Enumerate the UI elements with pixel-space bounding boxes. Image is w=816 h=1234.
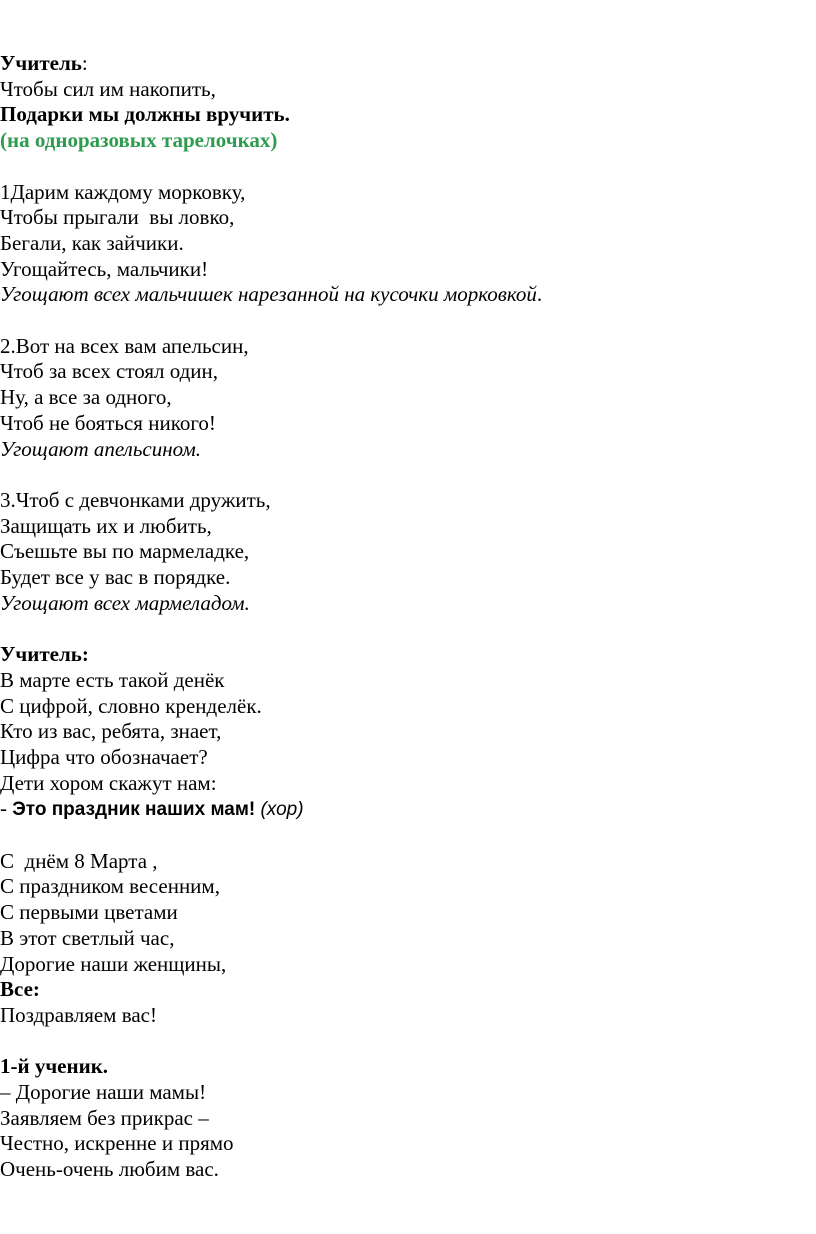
verse-line: Дети хором скажут нам: — [0, 770, 217, 795]
paragraph-gap — [0, 616, 816, 642]
stage-note: (на одноразовых тарелочках) — [0, 128, 278, 153]
verse-line: 3.Чтоб с девчонками дружить, — [0, 487, 271, 512]
verse-line: В этот светлый час, — [0, 925, 175, 950]
verse-line: – Дорогие наши мамы! — [0, 1080, 207, 1105]
chorus-dash: - — [0, 796, 13, 821]
verse-line-bold: Подарки мы должны вручить. — [0, 102, 290, 127]
verse-line: С днём 8 Марта , — [0, 848, 158, 873]
verse-line: Кто из вас, ребята, знает, — [0, 719, 222, 744]
speaker-name: Все: — [0, 977, 40, 1002]
speaker-name: 1-й ученик. — [0, 1054, 109, 1079]
chorus-text: Это праздник наших мам! — [12, 799, 256, 821]
speaker-name: Учитель — [0, 51, 82, 75]
verse-line: Дорогие наши женщины, — [0, 951, 227, 976]
verse-line: С цифрой, словно кренделёк. — [0, 693, 262, 718]
verse-line: Чтобы сил им накопить, — [0, 76, 216, 101]
verse-line: Чтобы прыгали вы ловко, — [0, 205, 235, 230]
paragraph-gap — [0, 154, 816, 180]
speaker-name: Учитель: — [0, 642, 89, 667]
verse-line: Бегали, как зайчики. — [0, 230, 184, 255]
verse-line: Заявляем без прикрас – — [0, 1105, 209, 1130]
verse-line: Ну, а все за одного, — [0, 385, 172, 410]
verse-line: Чтоб за всех стоял один, — [0, 359, 219, 384]
verse-line: Защищать их и любить, — [0, 513, 212, 538]
verse-line: Очень-очень любим вас. — [0, 1157, 219, 1182]
paragraph-gap — [0, 823, 816, 849]
verse-line: Будет все у вас в порядке. — [0, 565, 231, 590]
verse-line: Съешьте вы по мармеладке, — [0, 539, 250, 564]
verse-line: Угощайтесь, мальчики! — [0, 256, 209, 281]
verse-line: 2.Вот на всех вам апельсин, — [0, 333, 249, 358]
verse-line: Честно, искренне и прямо — [0, 1131, 234, 1156]
verse-line: В марте есть такой денёк — [0, 667, 225, 692]
paragraph-gap — [0, 1029, 816, 1055]
stage-direction — [0, 282, 816, 308]
stage-direction: Угощают апельсином. — [0, 436, 201, 461]
stage-direction-end: . — [536, 282, 543, 307]
verse-line: Чтоб не бояться никого! — [0, 410, 216, 435]
verse-line: Цифра что обозначает? — [0, 744, 208, 769]
verse-line: 1Дарим каждому морковку, — [0, 179, 246, 204]
stage-direction-text: Угощают всех мальчишек нарезанной на кусочки морковкой — [0, 282, 537, 307]
paragraph-gap — [0, 462, 816, 488]
speaker-line — [0, 51, 816, 77]
stage-direction: Угощают всех мармеладом. — [0, 590, 250, 615]
chorus-line — [0, 796, 816, 823]
verse-line: С первыми цветами — [0, 900, 178, 925]
chorus-note: (хор) — [255, 799, 304, 821]
document-page — [0, 51, 816, 1183]
paragraph-gap — [0, 308, 816, 334]
verse-line: Поздравляем вас! — [0, 1002, 157, 1027]
verse-line: С праздником весенним, — [0, 874, 220, 899]
speaker-colon: : — [81, 51, 88, 75]
